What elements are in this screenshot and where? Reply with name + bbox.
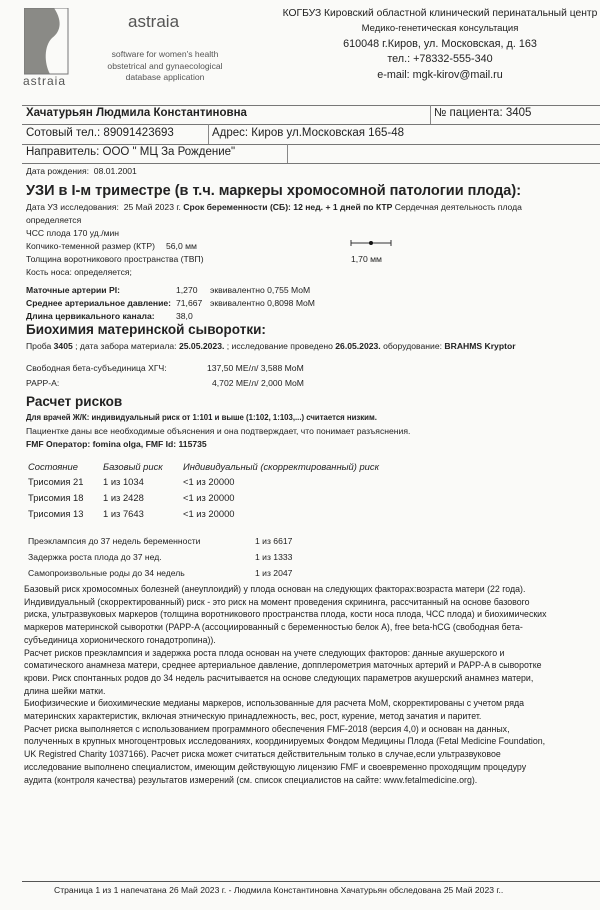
patient-name: Хачатурьян Людмила Константиновна — [26, 107, 247, 119]
logo-small-brand: astraia — [23, 74, 67, 88]
crl-value: 56,0 мм — [166, 241, 197, 251]
clinic-info: КОГБУЗ Кировский областной клинический перинатальный центр Медико-генетическая консультация 610048 г.Киров, ул. Московская, д. 163 тел.: +78332-555-340 e-mail: mgk-kirov@mail.ru — [282, 8, 598, 81]
footer: Страница 1 из 1 напечатана 26 Май 2023 г. - Людмила Константиновна Хачатурьян обследована 25 Май 2023 г.. — [54, 885, 504, 895]
logo-brand: astraia — [128, 12, 180, 31]
heart-rate: ЧСС плода 170 уд./мин — [26, 228, 120, 238]
patient-referrer: Направитель: ООО " МЦ За Рождение" — [26, 146, 236, 158]
risk-title: Расчет рисков — [26, 394, 123, 409]
range-marker-icon — [350, 239, 392, 247]
ultrasound-title: УЗИ в I-м триместре (в т.ч. маркеры хромосомной патологии плода): — [26, 183, 522, 199]
logo-tagline: software for women's health obstetrical and gynaecological database application — [107, 49, 223, 82]
footer-divider — [22, 881, 600, 882]
patient-id: № пациента: 3405 — [434, 107, 532, 119]
nt-value: 1,70 мм — [351, 254, 382, 264]
biochemistry-title: Биохимия материнской сыворотки: — [26, 322, 266, 337]
astraia-logo-icon — [24, 8, 70, 76]
patient-address: Адрес: Киров ул.Московская 165-48 — [212, 127, 404, 139]
birth-date: Дата рождения: 08.01.2001 — [26, 166, 137, 176]
patient-phone: Сотовый тел.: 89091423693 — [26, 127, 174, 139]
explanation-text: Базовый риск хромосомных болезней (анеуплоидий) у плода основан на следующих факторах:возраста матери (22 года). Индивидуальный (скорректированный) риск - это риск на момент проведения скрининга, рассчитанный на основе базового риска, ультразвуковых маркеров (толщина воротникового пространства плода, кости носа плода, ЧСС плода) и биохимических маркеров материнской сыворотки (PAPP-A (ассоциированный с беременностью белок А), free beta-hCG (свободная бета- субъединица хорионического гонадотропина)). Расчет рисков преэклампсия и задержка роста плода основан на учете следующих факторов: данные акушерского и соматического анамнеза матери, среднее артериальное давление, допплерометрия маточных артерий и PAPP-A в сыворотке крови. Риск спонтанных родов до 34 недель расчитывается на основе следующих параметров акушерский анамнез матери, длина шейки матки. Биофизические и биохимические медианы маркеров, использованные для расчета МоМ, скорректированы с учетом ряда материнских характеристик, включая этническую принадлежность, вес, рост, курение, метод зачатия и паритет. Расчет риска выполняется с использованием программного обеспечения FMF-2018 (версия 4,0) и основан на данных, полученных в крупных многоцентровых исследованиях, координируемых Фондом Медицины Плода (Fetal Medicine Foundation, UK Registred Charity 1037166). Расчет риска может считаться действительным только в случае,если ультразвуковое исследование выполнено специалистом, имеющим действующую лицензию FMF и своевременно проходящим процедуру аудита (контроля качества) результатов измерений (см. список специалистов на сайте: www.fetalmedicine.org). — [24, 584, 547, 785]
